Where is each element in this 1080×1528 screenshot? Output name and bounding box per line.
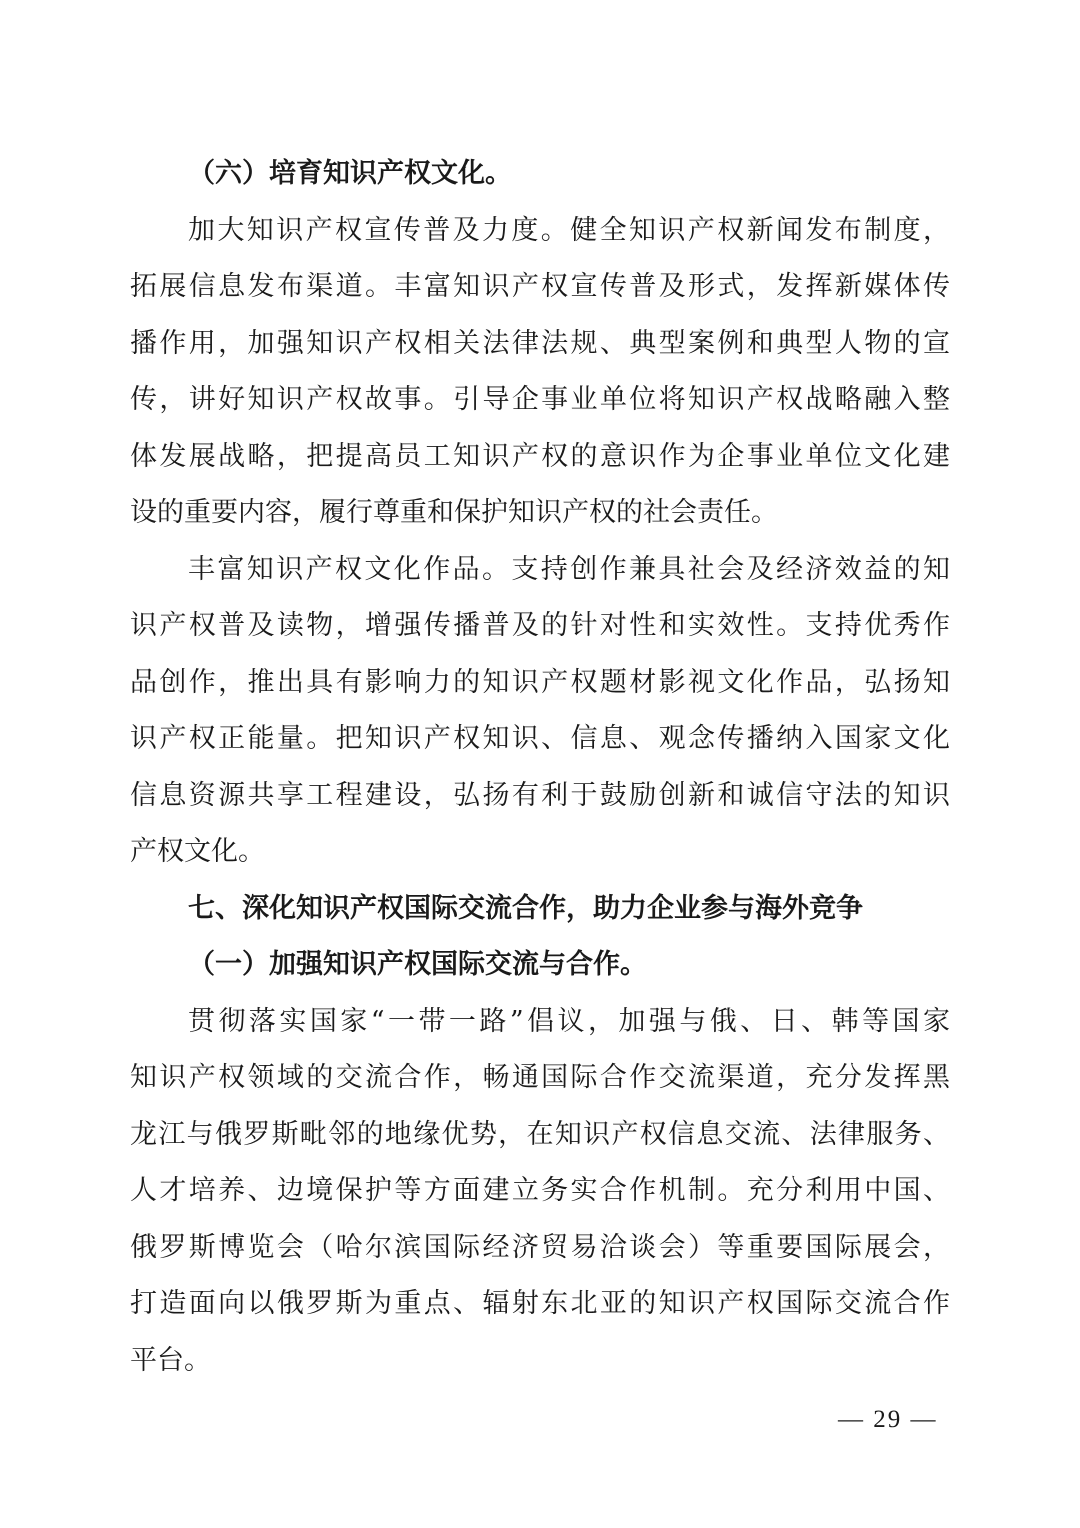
paragraph-line: 知识产权领域的交流合作，畅通国际合作交流渠道，充分发挥黑	[130, 1062, 950, 1093]
paragraph-line: 人才培养、边境保护等方面建立务实合作机制。充分利用中国、	[130, 1175, 950, 1206]
paragraph-line: 设的重要内容，履行尊重和保护知识产权的社会责任。	[130, 497, 778, 528]
paragraph-line: 识产权普及读物，增强传播普及的针对性和实效性。支持优秀作	[130, 610, 950, 641]
paragraph-line: 打造面向以俄罗斯为重点、辐射东北亚的知识产权国际交流合作	[130, 1288, 950, 1319]
paragraph-line: 识产权正能量。把知识产权知识、信息、观念传播纳入国家文化	[130, 723, 950, 754]
paragraph-line: 体发展战略，把提高员工知识产权的意识作为企事业单位文化建	[130, 440, 950, 472]
paragraph-international-cooperation	[130, 994, 950, 1390]
document-body	[130, 146, 950, 1389]
paragraph-line: 俄罗斯博览会（哈尔滨国际经济贸易洽谈会）等重要国际展会，	[130, 1231, 950, 1263]
section-heading-six: （六）培育知识产权文化。	[188, 158, 512, 189]
paragraph-line: 拓展信息发布渠道。丰富知识产权宣传普及形式，发挥新媒体传	[130, 271, 950, 302]
paragraph-line: 平台。	[130, 1344, 211, 1376]
paragraph-line: 贯彻落实国家“一带一路”倡议，加强与俄、日、韩等国家	[188, 1005, 950, 1037]
chapter-heading-seven: 七、深化知识产权国际交流合作，助力企业参与海外竞争	[188, 892, 863, 924]
paragraph-line: 传，讲好知识产权故事。引导企事业单位将知识产权战略融入整	[130, 384, 950, 415]
paragraph-line: 产权文化。	[130, 836, 265, 867]
paragraph-ip-culture-works	[130, 542, 950, 881]
section-heading-seven-one: （一）加强知识产权国际交流与合作。	[188, 949, 647, 980]
paragraph-line: 龙江与俄罗斯毗邻的地缘优势，在知识产权信息交流、法律服务、	[130, 1118, 950, 1150]
paragraph-line: 播作用，加强知识产权相关法律法规、典型案例和典型人物的宣	[130, 327, 950, 359]
paragraph-line: 品创作，推出具有影响力的知识产权题材影视文化作品，弘扬知	[130, 666, 950, 698]
paragraph-line: 信息资源共享工程建设，弘扬有利于鼓励创新和诚信守法的知识	[130, 779, 950, 811]
paragraph-line: 加大知识产权宣传普及力度。健全知识产权新闻发布制度，	[188, 214, 950, 246]
paragraph-line: 丰富知识产权文化作品。支持创作兼具社会及经济效益的知	[188, 553, 950, 585]
page-number: — 29 —	[838, 1406, 938, 1433]
paragraph-ip-publicity	[130, 203, 950, 542]
